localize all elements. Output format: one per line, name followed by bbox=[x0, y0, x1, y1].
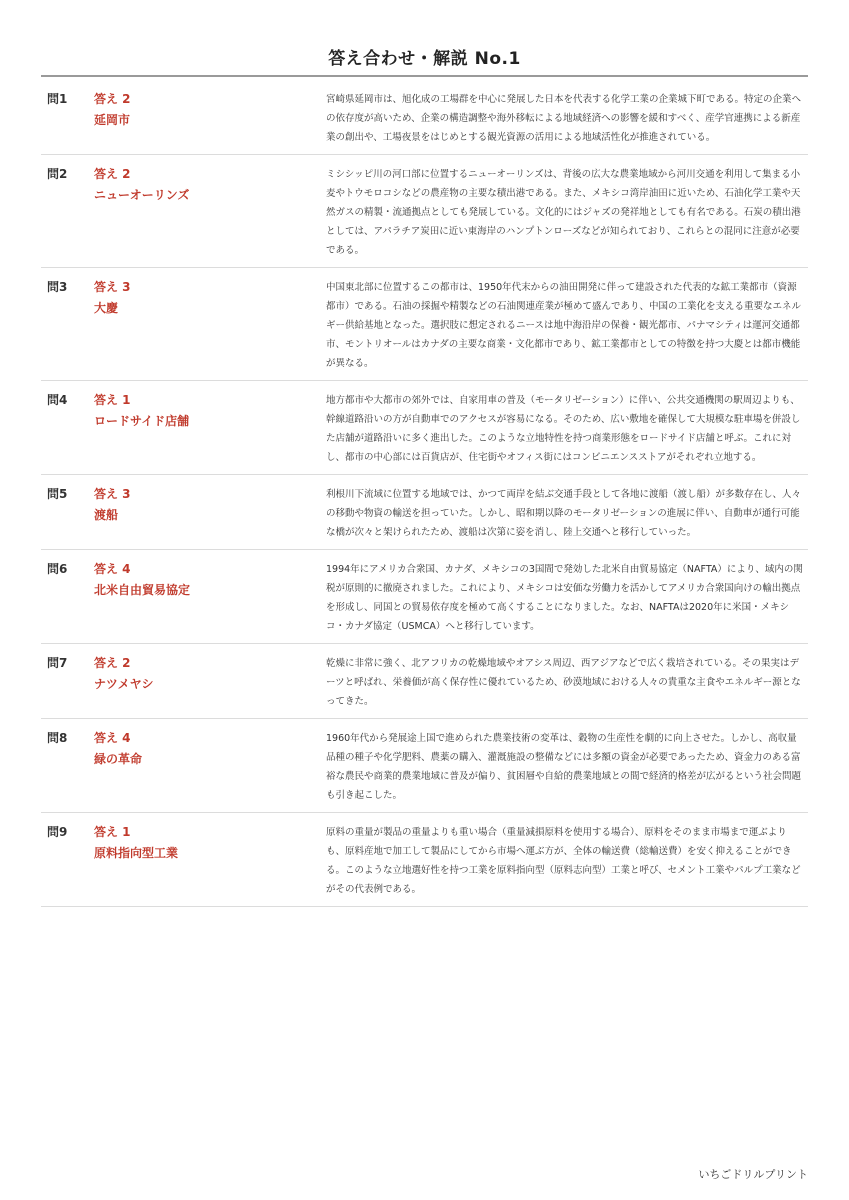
answer-row bbox=[41, 80, 808, 155]
answer-choice: 答え 2 bbox=[94, 92, 131, 106]
question-number: 問2 bbox=[47, 167, 68, 181]
answer-term: 原料指向型工業 bbox=[94, 846, 179, 860]
answer-term: ナツメヤシ bbox=[94, 677, 154, 691]
answer-row bbox=[41, 155, 808, 268]
answer-cell bbox=[94, 278, 326, 373]
explanation-text: 中国東北部に位置するこの都市は、1950年代末からの油田開発に伴って建設された代表的な鉱工業都市（資源都市）である。石油の採掘や精製などの石油関連産業が極めて盛んであり、中国の工業化を支える重要なエネルギー供給基地となった。選択肢に想定されるニースは地中海沿岸の保養・観光都市、パナマシティは運河交通都市、モントリオールはカナダの主要な商業・文化都市であり、鉱工業都市としての特徴を持つ大慶とは都市機能が異なる。 bbox=[326, 282, 802, 369]
question-number: 問5 bbox=[47, 487, 68, 501]
answer-row bbox=[41, 381, 808, 475]
question-number: 問6 bbox=[47, 562, 68, 576]
question-number: 問9 bbox=[47, 825, 68, 839]
answer-row bbox=[41, 719, 808, 813]
answer-cell bbox=[94, 90, 326, 147]
explanation-text: 乾燥に非常に強く、北アフリカの乾燥地域やオアシス周辺、西アジアなどで広く栽培されている。その果実はデーツと呼ばれ、栄養価が高く保存性に優れているため、砂漠地域における人々の貴重な主食やエネルギー源となってきた。 bbox=[326, 658, 801, 707]
question-number: 問1 bbox=[47, 92, 68, 106]
answer-term: 延岡市 bbox=[94, 113, 131, 127]
answer-term: 渡船 bbox=[94, 508, 119, 522]
footer-brand: いちごドリルプリント bbox=[698, 1168, 808, 1181]
answer-term: ロードサイド店舗 bbox=[94, 414, 190, 428]
answer-cell bbox=[94, 485, 326, 542]
answer-list bbox=[41, 80, 808, 907]
question-number: 問8 bbox=[47, 731, 68, 745]
title-divider bbox=[41, 75, 808, 77]
answer-term: 北米自由貿易協定 bbox=[94, 583, 191, 597]
answer-term: 大慶 bbox=[94, 301, 119, 315]
answer-row bbox=[41, 550, 808, 644]
explanation-text: 原料の重量が製品の重量よりも重い場合（重量減損原料を使用する場合）、原料をそのまま市場まで運ぶよりも、原料産地で加工して製品にしてから市場へ運ぶ方が、全体の輸送費（総輸送費）を安く抑えることができる。このような立地選好性を持つ工業を原料指向型（原料志向型）工業と呼び、セメント工業やパルプ工業などがその代表例である。 bbox=[326, 827, 801, 895]
answer-term: 緑の革命 bbox=[94, 752, 143, 766]
answer-choice: 答え 3 bbox=[94, 280, 131, 294]
explanation-text: 1994年にアメリカ合衆国、カナダ、メキシコの3国間で発効した北米自由貿易協定（NAFTA）により、域内の関税が原則的に撤廃されました。これにより、メキシコは安価な労働力を活かしてアメリカ合衆国向けの輸出拠点を形成し、同国との貿易依存度を極めて高くすることになりました。なお、NAFTAは2020年に米国・メキシコ・カナダ協定（USMCA）へと移行しています。 bbox=[326, 564, 803, 632]
answer-cell bbox=[94, 560, 326, 636]
answer-choice: 答え 1 bbox=[94, 393, 131, 407]
question-number: 問7 bbox=[47, 656, 68, 670]
question-number: 問3 bbox=[47, 280, 68, 294]
explanation-text: 地方都市や大都市の郊外では、自家用車の普及（モータリゼーション）に伴い、公共交通機関の駅周辺よりも、幹線道路沿いの方が自動車でのアクセスが容易になる。そのため、広い敷地を確保して大規模な駐車場を併設した店舗が道路沿いに多く進出した。このような立地特性を持つ商業形態をロードサイド店舗と呼ぶ。これに対し、都市の中心部には百貨店が、住宅街やオフィス街にはコンビニエンスストアがそれぞれ立地する。 bbox=[326, 395, 801, 463]
answer-term: ニューオーリンズ bbox=[94, 188, 190, 202]
answer-choice: 答え 2 bbox=[94, 167, 131, 181]
answer-choice: 答え 2 bbox=[94, 656, 131, 670]
answer-row bbox=[41, 813, 808, 907]
answer-cell bbox=[94, 391, 326, 467]
answer-choice: 答え 1 bbox=[94, 825, 131, 839]
answer-row bbox=[41, 644, 808, 719]
page-title: 答え合わせ・解説 No.1 bbox=[328, 49, 521, 69]
answer-row bbox=[41, 268, 808, 381]
explanation-text: 利根川下流域に位置する地域では、かつて両岸を結ぶ交通手段として各地に渡船（渡し船）が多数存在し、人々の移動や物資の輸送を担っていた。しかし、昭和期以降のモータリゼーションの進展に伴い、自動車が通行可能な橋が次々と架けられたため、渡船は次第に姿を消し、陸上交通へと移行していった。 bbox=[326, 489, 802, 538]
answer-row bbox=[41, 475, 808, 550]
answer-choice: 答え 4 bbox=[94, 731, 131, 745]
answer-cell bbox=[94, 729, 326, 805]
question-number: 問4 bbox=[47, 393, 68, 407]
answer-choice: 答え 4 bbox=[94, 562, 131, 576]
explanation-text: 1960年代から発展途上国で進められた農業技術の変革は、穀物の生産性を劇的に向上させた。しかし、高収量品種の種子や化学肥料、農薬の購入、灌漑施設の整備などには多額の資金が必要であったため、資金力のある富裕な農民や商業的農業地域に普及が偏り、貧困層や自給的農業地域との間で経済的格差が広がるという社会問題も引き起こした。 bbox=[326, 733, 802, 801]
answer-cell bbox=[94, 165, 326, 260]
explanation-text: ミシシッピ川の河口部に位置するニューオーリンズは、背後の広大な農業地域から河川交通を利用して集まる小麦やトウモロコシなどの農産物の主要な積出港である。また、メキシコ湾岸油田に近いため、石油化学工業や天然ガスの精製・流通拠点としても発展している。文化的にはジャズの発祥地としても有名である。石炭の積出港としては、アパラチア炭田に近い東海岸のハンプトンローズなどが知られており、これらとの混同に注意が必要である。 bbox=[326, 169, 801, 256]
answer-choice: 答え 3 bbox=[94, 487, 131, 501]
answer-cell bbox=[94, 654, 326, 711]
explanation-text: 宮崎県延岡市は、旭化成の工場群を中心に発展した日本を代表する化学工業の企業城下町である。特定の企業への依存度が高いため、企業の構造調整や海外移転による地域経済への影響を緩和すべく、産学官連携による新産業の創出や、工場夜景をはじめとする観光資源の活用による地域活性化が推進されている。 bbox=[326, 94, 802, 143]
answer-cell bbox=[94, 823, 326, 899]
